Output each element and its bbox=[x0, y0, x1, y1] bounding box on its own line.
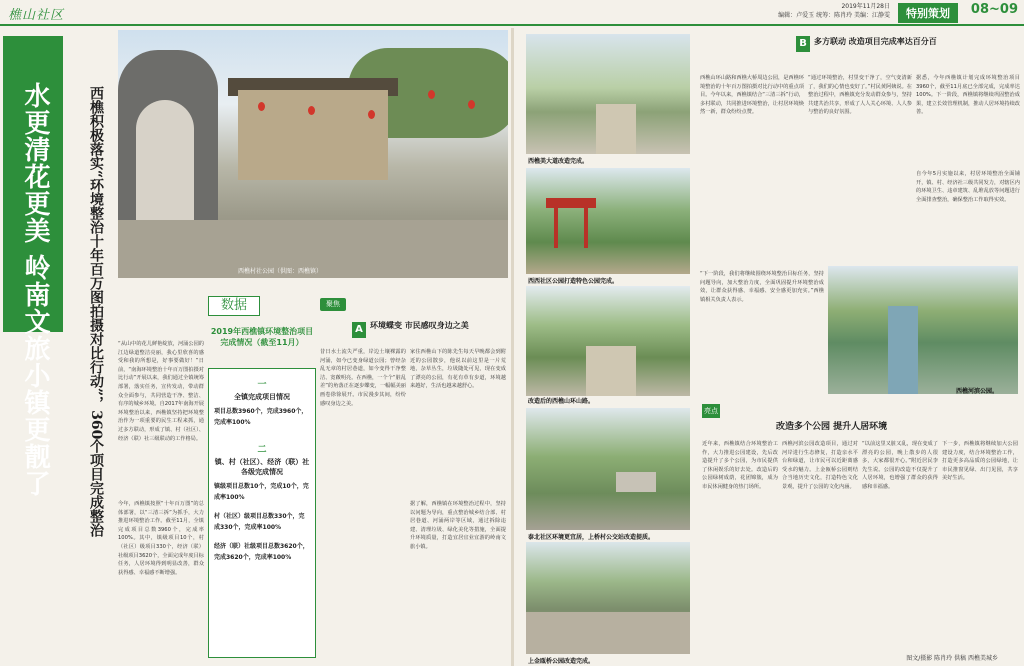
data-section-2-number: 二 bbox=[257, 445, 267, 455]
hero-caption: 西樵村社公园（供图：西樵镇） bbox=[238, 268, 323, 275]
footer-credit: 图文/摄影 陈肖玲 供稿 西樵美城乡 bbox=[906, 655, 998, 662]
article-col-8: 据悉，今年西樵镇计划完成环境整治项目3960个，截至11月底已全部完成，完成率达100%。下一阶段，西樵镇将继续巩固整治成果，建立长效管理机制，推动人居环境持续改善。 bbox=[916, 75, 1020, 116]
article-col-4: 家住西樵山下的陈先生每天早晚都会到附近的公园散步，他说以前这里是一片荒地，杂草丛生，垃圾随处可见，现在变成了漂亮的公园，有花有草有步道，环境越来越好，生活也越来越舒心。 bbox=[410, 349, 506, 390]
caption-d: 泰北社区环境更宜居，上桥村公交站改造提质。 bbox=[528, 534, 655, 541]
article-col-9: 自今年5月实施以来，村居环境整治全面铺开，镇、村、经济社三级共同发力，对辖区内的环境卫生、违章建筑、乱堆乱放等问题进行全面排查整治，确保整治工作取得实效。 bbox=[916, 171, 1020, 203]
photo-avenue bbox=[526, 34, 690, 154]
section-a-title: 环境蝶变 市民感叹身边之美 bbox=[370, 321, 469, 330]
article-col-1: “从山中的花儿鲜艳绽放，河涌公园的江边绿道整洁亮丽，我心里欣喜的感受和我的所想是，好事要做好！”日前，“南海环境整治十年百万图拍摄对比行动”开展以来，我们通过全镇统筹部署，落实任务，宣传发动，带动群众全面参与，共同营造干净、整洁、有序的城乡环境。自2017年南海开展环境整治以来，西樵镇坚持把环境整治作为一项重要的民生工程来抓，通过多方联动，形成了镇、村（社区）、经济（联）社三级联动的工作格局。 bbox=[118, 341, 204, 442]
page-numbers: 08~09 bbox=[970, 2, 1018, 17]
data-section-2-line-3: 经济（联）社级项目总数3620个，完成3620个，完成率100% bbox=[214, 543, 309, 561]
article-col-5: 据了解，西樵镇在环境整治过程中，坚持以问题为导向，重点整治城乡结合部、村居巷道、河涌两岸等区域，通过拆除违建、清理垃圾、绿化美化等措施，全面提升环境质量，打造宜居宜业宜游的岭南文旅小镇。 bbox=[410, 501, 506, 550]
article-col-10: “下一阶段，我们将继续围绕环境整治目标任务，坚持问题导向，加大整治力度，全面巩固提升环境整治成效，让群众获得感、幸福感、安全感更加充实。”西樵镇相关负责人表示。 bbox=[700, 271, 824, 303]
photo-bridge-park bbox=[526, 542, 690, 654]
caption-a: 西樵美大道改造完成。 bbox=[528, 158, 589, 165]
data-section-1-number: 一 bbox=[257, 380, 267, 390]
section-label: 特别策划 bbox=[898, 3, 958, 23]
main-headline: 水更清花更美 岭南文旅小镇更靓了 bbox=[20, 82, 50, 498]
article-col-7: “通过环境整治，村里变干净了，空气变清新了，我们的心情也变好了。”村民黄阿姨说。在整治过程中，西樵镇充分发动群众参与，坚持共建共治共享，形成了人人关心环境、人人参与整治的良好氛围。 bbox=[808, 75, 912, 116]
issue-date: 2019年11月28日 bbox=[841, 3, 890, 10]
section-a-tag: 聚焦 bbox=[320, 298, 346, 311]
data-section-1-line: 项目总数3960个，完成3960个，完成率100% bbox=[214, 408, 308, 426]
section-b-letter: B bbox=[796, 36, 810, 52]
masthead bbox=[0, 0, 1024, 26]
article-col-3: 昔日水土流失严重，岸边土壤裸露的河涌，如今已变身绿道公园；曾经杂乱无章的村居巷道，如今变得干净整洁、宽敞明亮。在西樵，一个个“脏乱差”的角落正在逐步蝶变，一幅幅美丽画卷徐徐展开。市民漫步其间，纷纷感叹身边之美。 bbox=[320, 349, 406, 407]
editors-line: 编辑：卢爱玉 统筹：陈肖玲 美编：江静雯 bbox=[778, 12, 890, 19]
photo-park bbox=[526, 168, 690, 274]
data-section-1-title: 全镇完成项目情况 bbox=[234, 393, 290, 401]
photo-bus-stop bbox=[526, 408, 690, 530]
photo-river-park bbox=[828, 266, 1018, 394]
hero-photo bbox=[118, 30, 508, 278]
article-col-13: “以前这里又脏又乱，现在变成了漂亮的公园，晚上散步的人很多，大家都很开心。”附近居民李先生说。公园的改造不仅提升了人居环境，也增强了群众的获得感和幸福感。 bbox=[862, 441, 938, 490]
data-title: 2019年西樵镇环境整治项目完成情况（截至11月） bbox=[210, 327, 314, 347]
section-b-title: 多方联动 改造项目完成率达百分百 bbox=[814, 37, 937, 46]
section-c-title: 改造多个公园 提升人居环境 bbox=[776, 422, 888, 432]
data-inner bbox=[208, 368, 316, 658]
caption-f: 西樵河滨公园。 bbox=[956, 388, 999, 395]
masthead-info bbox=[778, 2, 890, 20]
newspaper-logo: 樵山社区 bbox=[8, 8, 65, 23]
photo-ring-road bbox=[526, 286, 690, 396]
right-page bbox=[516, 30, 1024, 665]
data-section-2-line-1: 镇级项目总数10个，完成10个，完成率100% bbox=[214, 483, 309, 501]
sub-headline: 西樵积极落实“环境整治十年百万图拍摄对比行动”，360个项目完成整治 bbox=[88, 86, 104, 538]
section-a-letter: A bbox=[352, 322, 366, 338]
data-tag: 数据 bbox=[208, 296, 260, 316]
data-section-2-title: 镇、村（社区）、经济（联）社各级完成情况 bbox=[214, 458, 310, 476]
section-c-tag: 亮点 bbox=[702, 404, 720, 418]
caption-c: 改造后的西樵山环山路。 bbox=[528, 398, 595, 405]
data-box bbox=[208, 296, 316, 660]
caption-b: 西西社区公园打造特色公园完成。 bbox=[528, 278, 619, 285]
data-section-2-line-2: 村（社区）级项目总数330个，完成330个，完成率100% bbox=[214, 513, 305, 531]
article-col-11: 近年来，西樵镇结合环境整治工作，大力推进公园建设，先后改造提升了多个公园，为市民提供了休闲娱乐的好去处。改造后的公园绿树成荫，花团锦簇，成为市民休闲健身的热门场所。 bbox=[702, 441, 778, 490]
caption-e: 上金瓯桥公园改造完成。 bbox=[528, 658, 595, 665]
article-col-6: 西樵山环山路和西樵大桥周边公园，是西樵环境整治的十年百万图拍摄对比行动中的重点项目。今年以来，西樵镇结合“三清三拆”行动，多村联动，共同推进环境整治，让村居环境焕然一新，群众纷纷点赞。 bbox=[700, 75, 804, 116]
article-col-14: 下一步，西樵镇将继续加大公园建设力度，结合环境整治工作，打造更多高品质的公园绿地，让市民推窗见绿、出门见园，共享美好生活。 bbox=[942, 441, 1018, 482]
article-col-12: 西樵河滨公园改造项目，通过对河岸进行生态修复，打造亲水平台和绿道，让市民可以近距离感受水的魅力。上金瓯桥公园则结合当地历史文化，打造特色文化景观，提升了公园的文化内涵。 bbox=[782, 441, 858, 490]
left-page bbox=[0, 30, 512, 660]
article-col-2: 今年，西樵镇按照“十年百万图”的总体部署，以“三清三拆”为抓手，大力推进环境整治工作。截至11月，全镇完成项目总数3960个，完成率100%。其中，镇级项目10个，村（社区）级项目330个，经济（联）社级项目3620个，全面完成年度目标任务，人居环境得到明显改善，群众获得感、幸福感不断增强。 bbox=[118, 501, 204, 576]
